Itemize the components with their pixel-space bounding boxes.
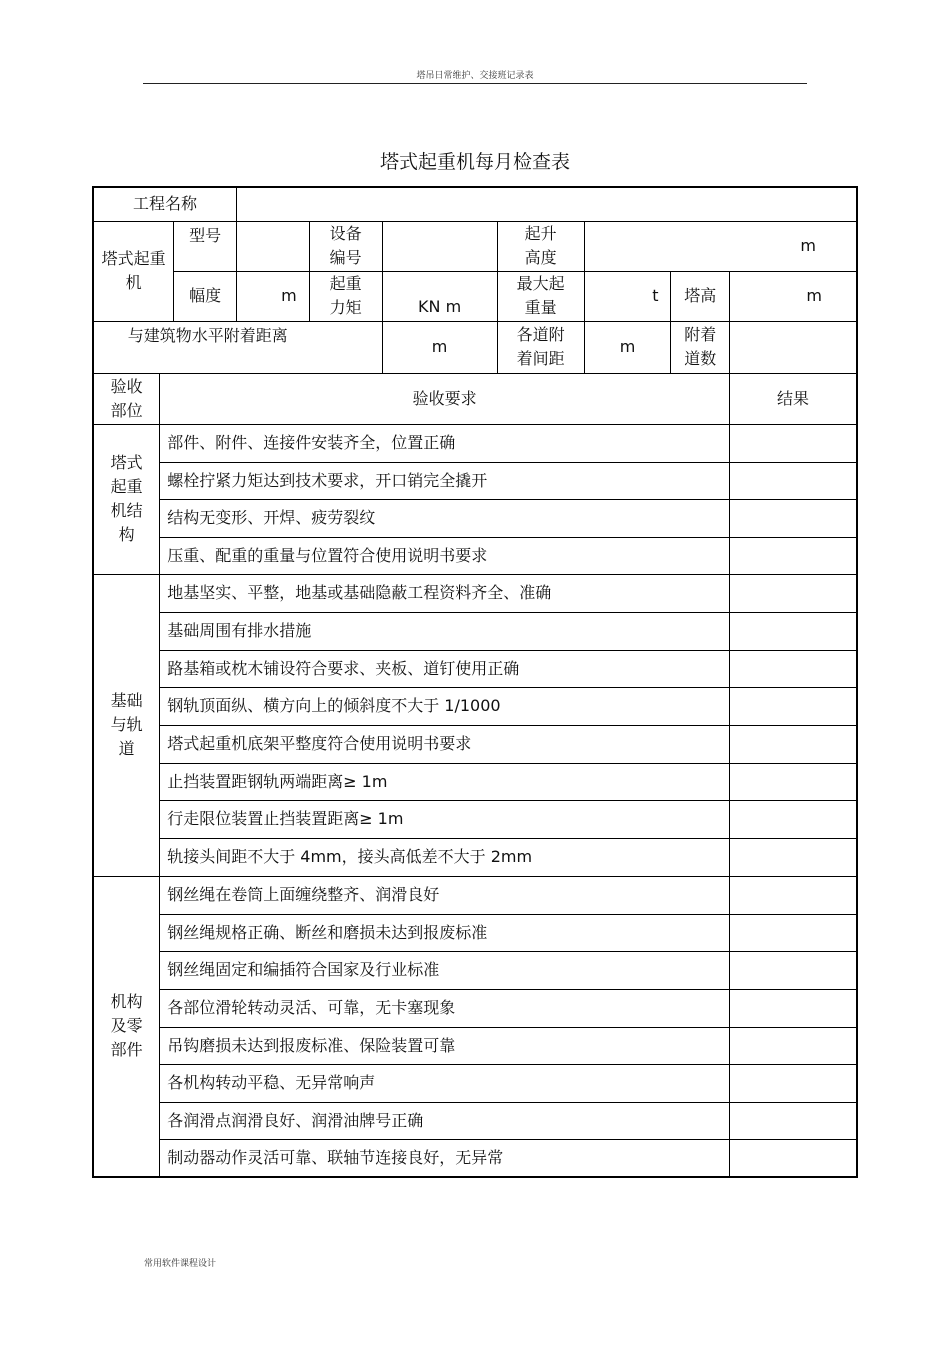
result-cell[interactable] — [730, 876, 857, 914]
attach-count-value[interactable] — [730, 321, 857, 373]
result-cell[interactable] — [730, 800, 857, 838]
checklist-row — [93, 1027, 857, 1064]
result-cell[interactable] — [730, 650, 857, 687]
project-name-value[interactable] — [237, 187, 858, 221]
requirement-item: 部件、附件、连接件安装齐全，位置正确 — [160, 424, 730, 462]
result-cell[interactable] — [730, 1027, 857, 1064]
checklist-row — [93, 876, 857, 914]
crane-label: 塔式起重机 — [93, 221, 174, 321]
document-title: 塔式起重机每月检查表 — [379, 151, 570, 173]
amplitude-label: 幅度 — [174, 271, 237, 321]
section-name: 塔式起重机结构 — [93, 424, 160, 574]
lift-height-unit: m — [584, 221, 857, 271]
result-cell[interactable] — [730, 1102, 857, 1139]
checklist-row — [93, 914, 857, 951]
checklist-row — [93, 424, 857, 462]
result-cell[interactable] — [730, 1139, 857, 1177]
result-cell[interactable] — [730, 462, 857, 499]
max-load-label: 最大起重量 — [497, 271, 584, 321]
attach-spacing-unit: m — [584, 321, 671, 373]
column-requirement: 验收要求 — [160, 373, 730, 424]
column-header-row — [93, 373, 857, 424]
requirement-item: 钢轨顶面纵、横方向上的倾斜度不大于 1/1000 — [160, 687, 730, 725]
requirement-item: 止挡装置距钢轨两端距离≥ 1m — [160, 763, 730, 800]
requirement-item: 轨接头间距不大于 4mm，接头高低差不大于 2mm — [160, 838, 730, 876]
lifting-moment-label: 起重力矩 — [309, 271, 382, 321]
result-cell[interactable] — [730, 537, 857, 574]
project-name-row — [93, 187, 857, 221]
requirement-item: 路基箱或枕木铺设符合要求、夹板、道钉使用正确 — [160, 650, 730, 687]
section-name: 基础与轨道 — [93, 574, 160, 876]
result-cell[interactable] — [730, 499, 857, 537]
result-cell[interactable] — [730, 612, 857, 650]
checklist-row — [93, 1064, 857, 1102]
checklist-row — [93, 537, 857, 574]
requirement-item: 钢丝绳固定和编插符合国家及行业标准 — [160, 951, 730, 989]
result-cell[interactable] — [730, 951, 857, 989]
requirement-item: 压重、配重的重量与位置符合使用说明书要求 — [160, 537, 730, 574]
checklist-row — [93, 1139, 857, 1177]
checklist-row — [93, 687, 857, 725]
result-cell[interactable] — [730, 1064, 857, 1102]
result-cell[interactable] — [730, 763, 857, 800]
page-header: 塔吊日常维护、交接班记录表 — [416, 71, 534, 81]
header-divider — [143, 83, 807, 84]
checklist-row — [93, 989, 857, 1027]
checklist-row — [93, 1102, 857, 1139]
result-cell[interactable] — [730, 914, 857, 951]
requirement-item: 螺栓拧紧力矩达到技术要求，开口销完全撬开 — [160, 462, 730, 499]
column-part: 验收部位 — [93, 373, 160, 424]
lifting-moment-unit: KN m — [382, 271, 497, 321]
tower-height-unit: m — [730, 271, 857, 321]
attach-count-label: 附着道数 — [671, 321, 730, 373]
inspection-table — [92, 186, 858, 1178]
crane-row-1 — [93, 221, 857, 271]
requirement-item: 各机构转动平稳、无异常响声 — [160, 1064, 730, 1102]
requirement-item: 钢丝绳规格正确、断丝和磨损未达到报废标准 — [160, 914, 730, 951]
device-no-value[interactable] — [382, 221, 497, 271]
result-cell[interactable] — [730, 725, 857, 763]
requirement-item: 各润滑点润滑良好、润滑油牌号正确 — [160, 1102, 730, 1139]
checklist-row — [93, 838, 857, 876]
requirement-item: 地基坚实、平整，地基或基础隐蔽工程资料齐全、准确 — [160, 574, 730, 612]
checklist-row — [93, 800, 857, 838]
checklist-row — [93, 612, 857, 650]
result-cell[interactable] — [730, 687, 857, 725]
checklist-row — [93, 763, 857, 800]
checklist-row — [93, 499, 857, 537]
result-cell[interactable] — [730, 424, 857, 462]
page-footer: 常用软件课程设计 — [144, 1259, 217, 1269]
attach-distance-unit: m — [382, 321, 497, 373]
requirement-item: 结构无变形、开焊、疲劳裂纹 — [160, 499, 730, 537]
tower-height-label: 塔高 — [671, 271, 730, 321]
checklist-row — [93, 725, 857, 763]
checklist-row — [93, 462, 857, 499]
checklist-row — [93, 650, 857, 687]
attach-spacing-label: 各道附着间距 — [497, 321, 584, 373]
checklist-row — [93, 951, 857, 989]
result-cell[interactable] — [730, 574, 857, 612]
amplitude-unit: m — [237, 271, 310, 321]
requirement-item: 钢丝绳在卷筒上面缠绕整齐、润滑良好 — [160, 876, 730, 914]
attach-distance-label: 与建筑物水平附着距离 — [93, 321, 382, 373]
lift-height-label: 起升高度 — [497, 221, 584, 271]
model-value[interactable] — [237, 221, 310, 271]
requirement-item: 塔式起重机底架平整度符合使用说明书要求 — [160, 725, 730, 763]
attach-row — [93, 321, 857, 373]
result-cell[interactable] — [730, 989, 857, 1027]
project-name-label: 工程名称 — [93, 187, 237, 221]
requirement-item: 各部位滑轮转动灵活、可靠，无卡塞现象 — [160, 989, 730, 1027]
crane-row-2 — [93, 271, 857, 321]
checklist-row — [93, 574, 857, 612]
max-load-unit: t — [584, 271, 671, 321]
column-result: 结果 — [730, 373, 857, 424]
requirement-item: 制动器动作灵活可靠、联轴节连接良好，无异常 — [160, 1139, 730, 1177]
section-name: 机构及零部件 — [93, 876, 160, 1177]
model-label: 型号 — [174, 221, 237, 271]
requirement-item: 行走限位装置止挡装置距离≥ 1m — [160, 800, 730, 838]
device-no-label: 设备编号 — [309, 221, 382, 271]
result-cell[interactable] — [730, 838, 857, 876]
requirement-item: 基础周围有排水措施 — [160, 612, 730, 650]
requirement-item: 吊钩磨损未达到报废标准、保险装置可靠 — [160, 1027, 730, 1064]
